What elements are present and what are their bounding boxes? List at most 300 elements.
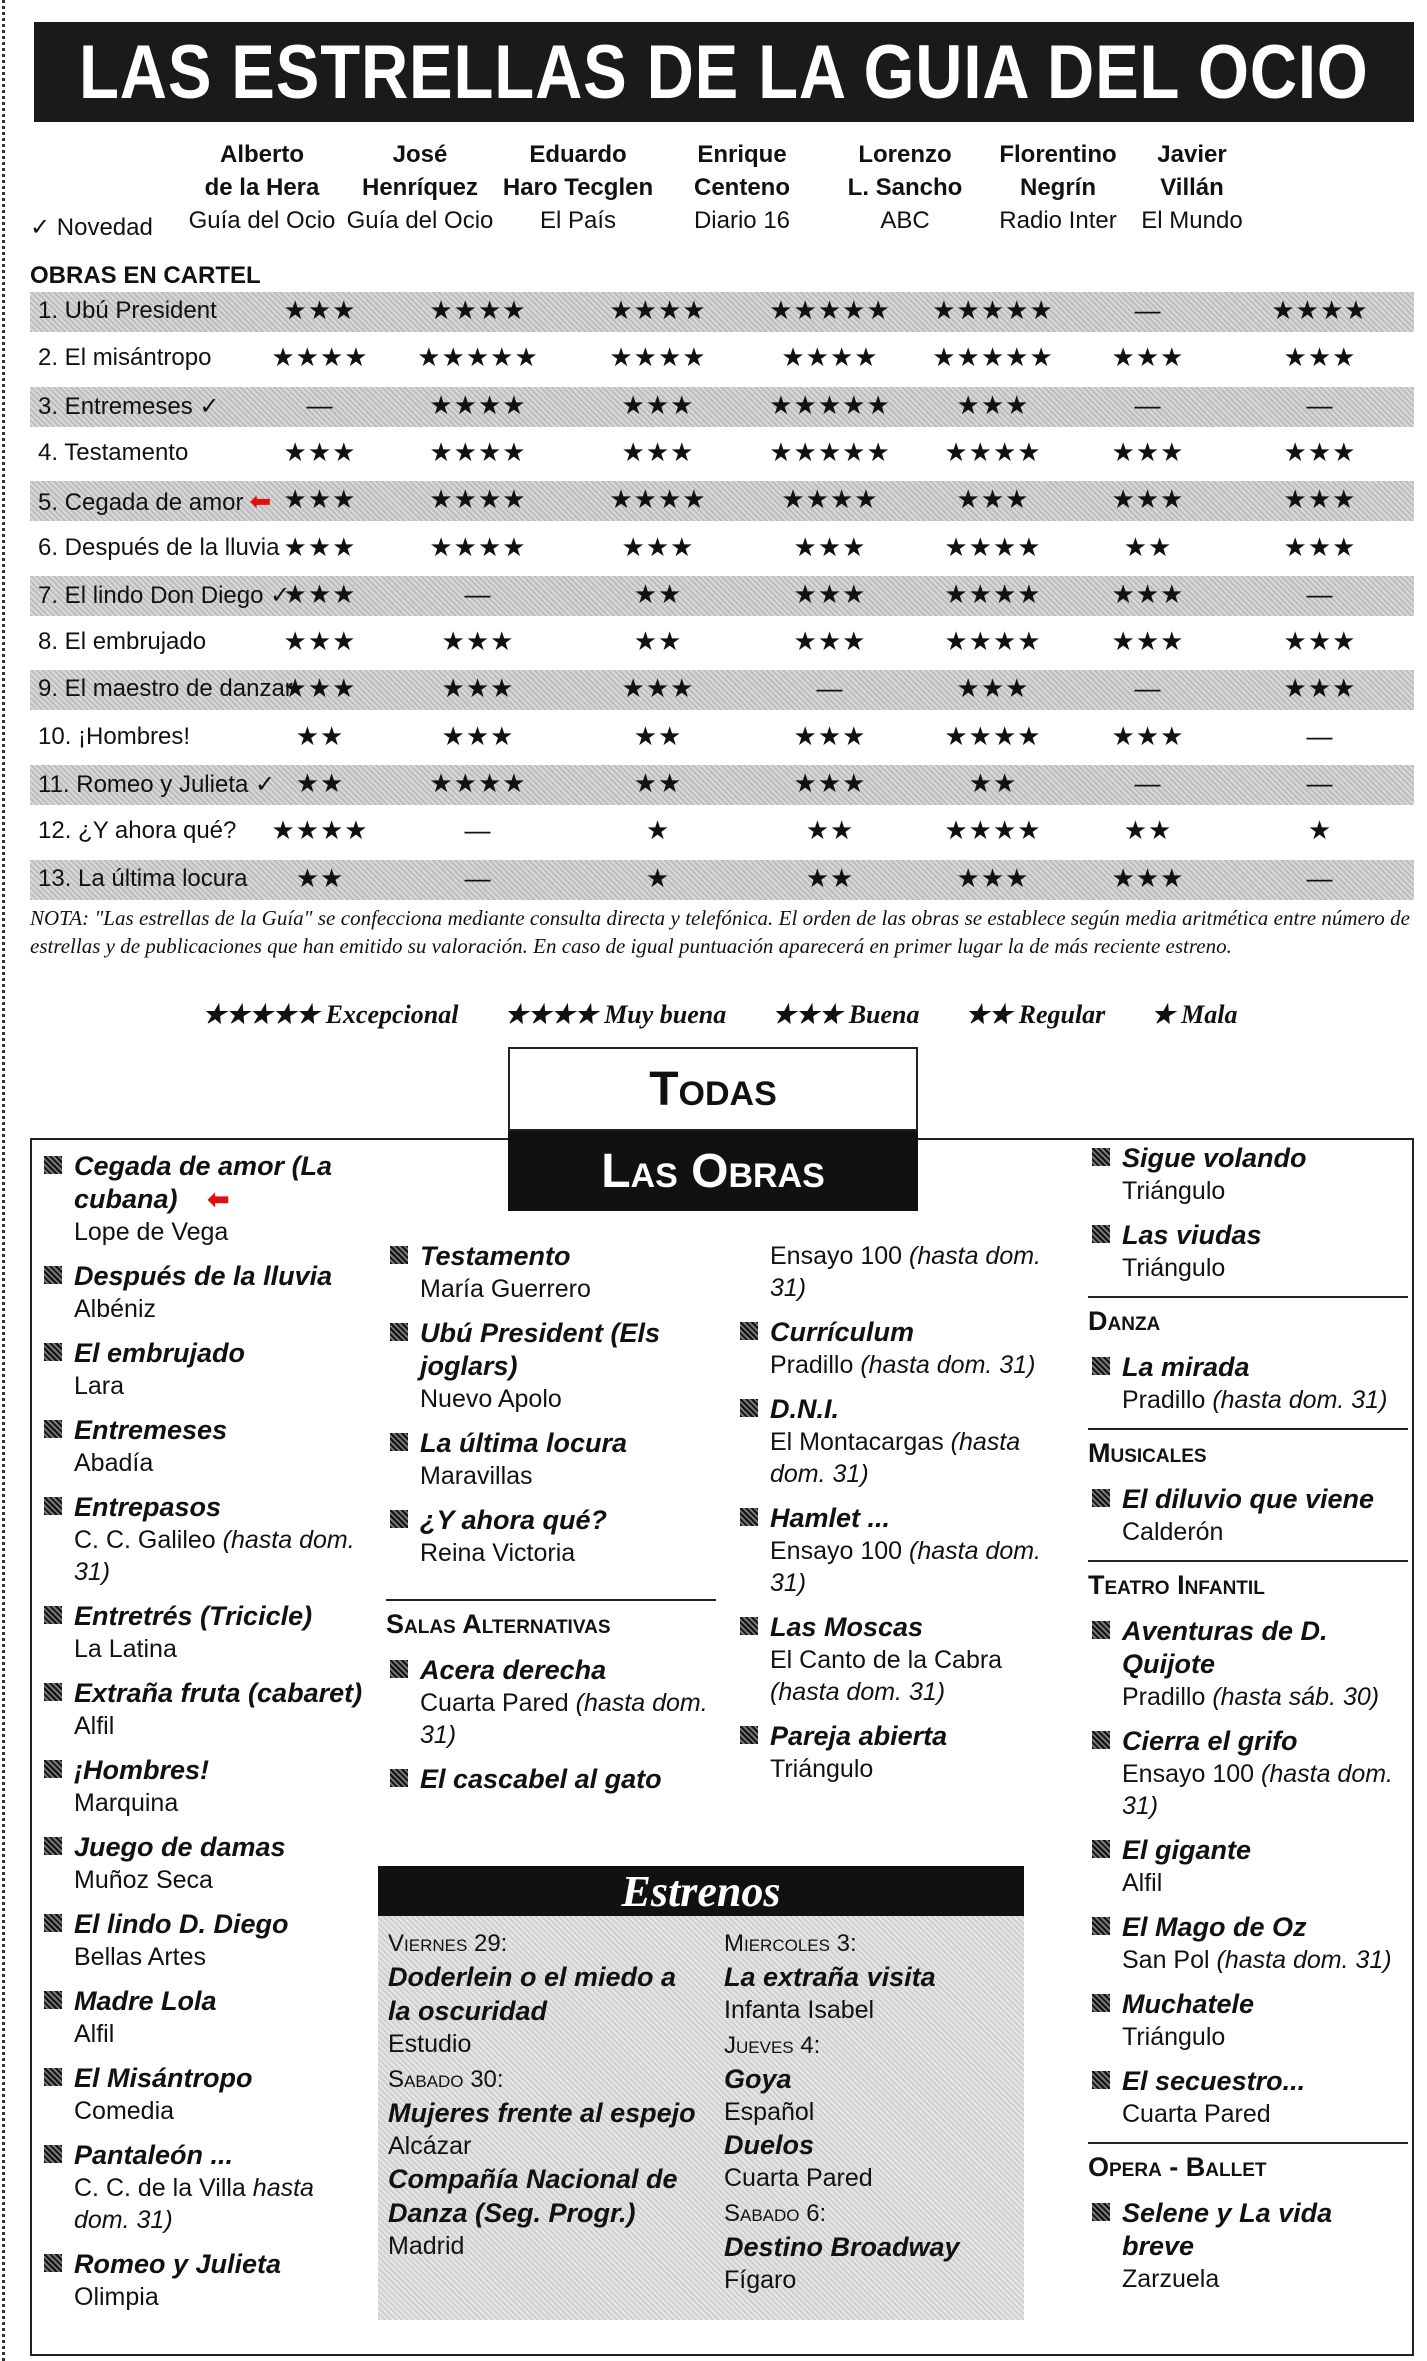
todas-heading: Todas (508, 1047, 918, 1131)
play-name: El diluvio que viene (1122, 1484, 1375, 1514)
venue (770, 1349, 1046, 1381)
rating-cell: ★★ (1123, 815, 1173, 846)
venue-name: Triángulo (770, 1755, 874, 1783)
page-edge-dots (2, 0, 5, 2361)
list-item (386, 1763, 716, 1796)
list-item (40, 1908, 370, 1973)
estrenos-heading: Estrenos (378, 1866, 1024, 1916)
rating-cell: ★ (645, 815, 671, 846)
square-bullet-icon (44, 1991, 62, 2009)
critic-header (652, 138, 832, 237)
square-bullet-icon (1092, 1621, 1110, 1639)
list-item (736, 1611, 1046, 1708)
rating-cell: ★★★★ (429, 389, 527, 420)
estreno-day: Jueves 4: (724, 2032, 821, 2059)
square-bullet-icon (44, 1837, 62, 1855)
play-title: 1. Ubú President (38, 297, 217, 324)
venue-name: C. C. de la Villa (74, 2174, 253, 2202)
play-name: Entretrés (Tricicle) (74, 1601, 313, 1631)
table-row (30, 481, 1414, 521)
estreno-title: Duelos (724, 2130, 815, 2160)
play-name: Ubú President (Els joglars) (420, 1318, 661, 1381)
listings-column-2 (386, 1240, 716, 1808)
rating-cell: — (1306, 768, 1334, 798)
rating-cell: ★★ (633, 720, 683, 751)
rating-cell: ★★★★★ (769, 295, 891, 325)
critic-publication: Radio Inter (999, 207, 1117, 234)
play-name: Juego de damas (74, 1832, 286, 1862)
rating-cell: ★★★ (793, 626, 867, 657)
run-note: (hasta sáb. 30) (1212, 1683, 1380, 1711)
square-bullet-icon (44, 2068, 62, 2086)
venue (420, 1460, 716, 1492)
play-name: ¿Y ahora qué? (420, 1505, 608, 1535)
venue-name: Alfil (74, 2020, 115, 2048)
venue-name: Pradillo (1122, 1683, 1213, 1711)
venue (420, 1537, 716, 1569)
red-arrow-icon: ⬅ (249, 486, 272, 517)
list-item (1088, 1615, 1408, 1713)
legend-item: ★★ Regular (965, 1000, 1106, 1029)
venue (1122, 1681, 1408, 1713)
square-bullet-icon (44, 1156, 62, 1174)
rating-cell: ★★★★ (271, 815, 369, 846)
square-bullet-icon (740, 1508, 758, 1526)
rating-cell: ★★★ (1111, 720, 1185, 751)
rating-cell: ★★★ (283, 295, 357, 325)
critic-name: Florentino (999, 141, 1117, 168)
rating-cell: ★★★★ (429, 436, 527, 467)
rating-cell: — (1306, 720, 1334, 751)
run-note: (hasta dom. 31) (770, 1678, 946, 1706)
play-name: Muchatele (1122, 1989, 1255, 2019)
rating-cell: ★★ (1123, 531, 1173, 562)
rating-cell: ★★ (633, 626, 683, 657)
square-bullet-icon (44, 1420, 62, 1438)
critic-header (330, 138, 510, 237)
list-item (40, 1491, 370, 1588)
estreno-title: Mujeres frente al espejo (388, 2098, 696, 2128)
run-note: (hasta dom. 31) (860, 1351, 1036, 1379)
critic-header (1102, 138, 1282, 237)
play-name: Pantaleón ... (74, 2140, 234, 2170)
rating-cell: ★★★ (956, 862, 1030, 893)
venue-name: Zarzuela (1122, 2265, 1220, 2293)
rating-cell: ★★★ (621, 673, 695, 704)
venue (74, 1941, 370, 1973)
venue-name: Triángulo (1122, 1254, 1226, 1282)
play-name: Testamento (420, 1241, 571, 1271)
play-name: La mirada (1122, 1352, 1250, 1382)
list-item (40, 1150, 370, 1248)
venue-name: C. C. Galileo (74, 1526, 223, 1554)
rating-cell: ★★★★ (781, 342, 879, 373)
venue (1122, 1944, 1408, 1976)
table-row (30, 529, 1414, 569)
venue-name: Lope de Vega (74, 1218, 229, 1246)
estreno-venue: Alcázar (388, 2132, 472, 2160)
square-bullet-icon (1092, 1357, 1110, 1375)
list-item (40, 1831, 370, 1896)
play-name: El Mago de Oz (1122, 1912, 1307, 1942)
venue-name: Triángulo (1122, 1177, 1226, 1205)
venue-name: Olimpia (74, 2283, 159, 2311)
estrenos-box (378, 1916, 1024, 2320)
venue (1122, 2098, 1408, 2130)
rating-cell: ★★★ (793, 578, 867, 609)
rating-cell: ★★★★ (429, 484, 527, 515)
salas-heading: Salas Alternativas (386, 1599, 716, 1640)
list-item (40, 1260, 370, 1325)
rating-cell: ★★★ (283, 484, 357, 515)
rating-cell: ★★★★ (781, 484, 879, 515)
banner-title: LAS ESTRELLAS DE LA GUIA DEL OCIO (79, 29, 1369, 115)
rating-cell: ★★★★ (944, 436, 1042, 467)
venue-name: Albéniz (74, 1295, 156, 1323)
square-bullet-icon (44, 2145, 62, 2163)
critic-publication: Guía del Ocio (346, 207, 494, 234)
rating-cell: — (464, 578, 492, 609)
venue (74, 2095, 370, 2127)
play-name: Hamlet ... (770, 1503, 891, 1533)
square-bullet-icon (44, 1497, 62, 1515)
las-obras-heading: Las Obras (508, 1131, 918, 1211)
play-name: Entremeses (74, 1415, 228, 1445)
run-note: (hasta dom. 31) (74, 1526, 355, 1586)
play-name: ¡Hombres! (74, 1755, 210, 1785)
musicales-heading: Musicales (1088, 1428, 1408, 1469)
venue (770, 1535, 1046, 1599)
critic-header (172, 138, 352, 237)
rating-cell: ★★ (968, 768, 1018, 798)
table-row (30, 860, 1414, 900)
list-item (1088, 1351, 1408, 1416)
rating-cell: ★★★★★ (769, 389, 891, 420)
rating-cell: ★★★ (283, 673, 357, 704)
rating-cell: ★★★ (1283, 342, 1357, 373)
rating-cell: ★★★ (1283, 626, 1357, 657)
play-title: 9. El maestro de danzar (38, 675, 293, 703)
rating-cell: ★★ (295, 720, 345, 751)
legend-item: ★★★ Buena (772, 1000, 920, 1029)
venue (770, 1426, 1046, 1490)
square-bullet-icon (1092, 1994, 1110, 2012)
rating-cell: ★★★ (1111, 578, 1185, 609)
venue (74, 1710, 370, 1742)
square-bullet-icon (740, 1617, 758, 1635)
list-item (386, 1317, 716, 1415)
danza-heading: Danza (1088, 1296, 1408, 1337)
play-title: 11. Romeo y Julieta ✓ (38, 771, 276, 798)
rating-cell: — (1306, 862, 1334, 893)
estreno-title: Goya (724, 2064, 792, 2094)
square-bullet-icon (44, 1914, 62, 1932)
venue (74, 1447, 370, 1479)
rating-cell: ★★ (633, 578, 683, 609)
venue-name: Cuarta Pared (420, 1689, 576, 1717)
square-bullet-icon (1092, 2071, 1110, 2089)
rating-cell: ★★★★ (944, 531, 1042, 562)
list-item (1088, 1142, 1408, 1207)
critic-header (488, 138, 668, 237)
critic-publication: Guía del Ocio (188, 207, 336, 234)
critic-surname: de la Hera (204, 174, 320, 201)
list-item (40, 1985, 370, 2050)
legend-item: ★★★★★ Excepcional (202, 1000, 459, 1029)
critic-publication: ABC (880, 207, 930, 234)
critic-surname: L. Sancho (847, 174, 963, 201)
rating-cell: ★★★ (1283, 673, 1357, 704)
rating-cell: ★★★ (1111, 342, 1185, 373)
play-name: Las Moscas (770, 1612, 924, 1642)
critic-publication: El País (539, 207, 617, 234)
play-title: 5. Cegada de amor ⬅ (38, 486, 272, 517)
square-bullet-icon (1092, 1840, 1110, 1858)
square-bullet-icon (390, 1660, 408, 1678)
rating-cell: ★★★★ (429, 295, 527, 325)
rating-cell: ★★ (805, 862, 855, 893)
critic-name: Alberto (220, 141, 304, 168)
play-name: Cegada de amor (La cubana) ⬅ (74, 1151, 333, 1214)
rating-cell: ★★★★★ (769, 436, 891, 467)
banner (34, 22, 1414, 122)
venue-name: Alfil (1122, 1869, 1163, 1897)
venue-name: Alfil (74, 1712, 115, 1740)
play-name: El Misántropo (74, 2063, 253, 2093)
listings-column-1 (40, 1150, 370, 2325)
rating-cell: ★★ (295, 862, 345, 893)
square-bullet-icon (390, 1510, 408, 1528)
table-row (30, 387, 1414, 427)
critic-name: José (392, 141, 448, 168)
rating-cell: ★★★★ (429, 768, 527, 798)
square-bullet-icon (1092, 1148, 1110, 1166)
table-row (30, 718, 1414, 758)
rating-cell: — (1134, 673, 1162, 704)
venue-name: Cuarta Pared (1122, 2100, 1271, 2128)
estreno-venue: Madrid (388, 2232, 465, 2260)
list-item (386, 1240, 716, 1305)
square-bullet-icon (44, 1606, 62, 1624)
rating-cell: ★★ (805, 815, 855, 846)
rating-cell: ★★★★ (609, 295, 707, 325)
rating-cell: ★★★ (1111, 436, 1185, 467)
venue-name: María Guerrero (420, 1275, 591, 1303)
square-bullet-icon (44, 1266, 62, 1284)
rating-cell: ★★★ (1111, 626, 1185, 657)
rating-cell: ★★★ (621, 436, 695, 467)
venue (1122, 1384, 1408, 1416)
estreno-title: Doderlein o el miedo a la oscuridad (388, 1962, 677, 2026)
rating-cell: ★★ (295, 768, 345, 798)
venue-name: Comedia (74, 2097, 175, 2125)
table-row (30, 670, 1414, 710)
rating-cell: ★★★ (1111, 862, 1185, 893)
rating-cell: ★★★ (793, 720, 867, 751)
play-name: El embrujado (74, 1338, 246, 1368)
venue (74, 1864, 370, 1896)
play-name: Entrepasos (74, 1492, 222, 1522)
play-title: 3. Entremeses ✓ (38, 392, 220, 420)
venue-name: El Montacargas (770, 1428, 951, 1456)
play-name: Después de la lluvia (74, 1261, 333, 1291)
venue-name: Marquina (74, 1789, 179, 1817)
list-item (40, 2248, 370, 2313)
venue (74, 2172, 370, 2236)
list-item (386, 1427, 716, 1492)
critic-surname: Henríquez (361, 174, 478, 201)
rating-cell: ★★★★★ (417, 342, 539, 373)
venue (74, 2018, 370, 2050)
rating-cell: — (464, 862, 492, 893)
red-arrow-icon: ⬅ (207, 1184, 230, 1214)
rating-cell: — (1134, 295, 1162, 325)
list-item (736, 1393, 1046, 1490)
rating-cell: ★★★ (956, 673, 1030, 704)
venue-name: Ensayo 100 (770, 1537, 909, 1565)
rating-cell: ★★★ (956, 484, 1030, 515)
critic-surname: Haro Tecglen (502, 174, 654, 201)
rating-cell: ★★★ (621, 531, 695, 562)
venue-name: Calderón (1122, 1518, 1224, 1546)
run-note: (hasta dom. 31) (1122, 1760, 1394, 1820)
estreno-title: Destino Broadway (724, 2232, 960, 2262)
list-item (40, 2062, 370, 2127)
square-bullet-icon (44, 1760, 62, 1778)
list-item (386, 1504, 716, 1569)
list-item (40, 1754, 370, 1819)
venue (770, 1644, 1046, 1708)
estreno-title: Compañía Nacional de Danza (Seg. Progr.) (388, 2164, 678, 2228)
critic-publication: El Mundo (1141, 207, 1243, 234)
square-bullet-icon (1092, 1731, 1110, 1749)
estreno-venue: Estudio (388, 2030, 472, 2058)
play-name: D.N.I. (770, 1394, 840, 1424)
table-row (30, 576, 1414, 616)
list-item (736, 1502, 1046, 1599)
play-name: El secuestro... (1122, 2066, 1306, 2096)
play-title: 12. ¿Y ahora qué? (38, 817, 237, 845)
play-title: 2. El misántropo (38, 344, 212, 372)
venue-name: El Canto de la Cabra (770, 1646, 1003, 1674)
run-note: hasta dom. 31) (74, 2174, 314, 2234)
venue (420, 1383, 716, 1415)
list-item (1088, 1219, 1408, 1284)
list-item (1088, 2065, 1408, 2130)
play-name: Selene y La vida breve (1122, 2198, 1333, 2261)
nota: NOTA: "Las estrellas de la Guía" se confecciona mediante consulta directa y telefónica. El orden de las obras se establece según media aritmética entre número de estrellas y de publicaciones que han emitido su valoración. En caso de igual puntuación aparecerá en primer lugar la de más reciente estreno. (30, 906, 1410, 958)
infantil-heading: Teatro Infantil (1088, 1560, 1408, 1601)
estreno-title: La extraña visita (724, 1962, 936, 1992)
rating-cell: ★★★★ (944, 720, 1042, 751)
critic-surname: Villán (1160, 174, 1224, 201)
continued-venue: Ensayo 100 (hasta dom. 31) (770, 1242, 1042, 1302)
run-note: (hasta dom. 31) (770, 1428, 1021, 1488)
play-title: 6. Después de la lluvia (38, 533, 280, 561)
venue-name: Maravillas (420, 1462, 533, 1490)
play-title: 4. Testamento (38, 438, 189, 466)
venue (74, 1787, 370, 1819)
rating-cell: ★★★ (621, 389, 695, 420)
square-bullet-icon (740, 1399, 758, 1417)
venue-name: Triángulo (1122, 2023, 1226, 2051)
rating-cell: ★★★ (1283, 531, 1357, 562)
square-bullet-icon (1092, 1225, 1110, 1243)
venue-name: Lara (74, 1372, 125, 1400)
play-name: Las viudas (1122, 1220, 1262, 1250)
play-name: Romeo y Julieta (74, 2249, 282, 2279)
estreno-venue: Infanta Isabel (724, 1996, 875, 2024)
critic-surname: Negrín (1019, 174, 1096, 201)
square-bullet-icon (390, 1246, 408, 1264)
rating-cell: ★★★ (956, 389, 1030, 420)
rating-cell: ★★★★★ (932, 342, 1054, 373)
play-name: El gigante (1122, 1835, 1252, 1865)
play-name: Currículum (770, 1317, 915, 1347)
rating-cell: ★★★★ (1271, 295, 1369, 325)
rating-cell: — (306, 389, 334, 420)
critic-name: Javier (1157, 141, 1227, 168)
rating-cell: ★★★ (283, 578, 357, 609)
list-item (1088, 1911, 1408, 1976)
square-bullet-icon (44, 1343, 62, 1361)
rating-cell: ★★★★ (609, 342, 707, 373)
venue (770, 1753, 1046, 1785)
square-bullet-icon (740, 1726, 758, 1744)
estreno-day: Sabado 30: (388, 2066, 504, 2093)
rating-cell: ★★★ (441, 626, 515, 657)
table-row (30, 623, 1414, 663)
square-bullet-icon (44, 1683, 62, 1701)
list-item (40, 1677, 370, 1742)
novedad-label: ✓ Novedad (30, 214, 153, 241)
table-row (30, 434, 1414, 474)
play-name: La última locura (420, 1428, 628, 1458)
rating-cell: ★ (645, 862, 671, 893)
rating-cell: ★★ (633, 768, 683, 798)
list-item (1088, 1483, 1408, 1548)
play-title: 8. El embrujado (38, 628, 207, 656)
list-item (40, 1600, 370, 1665)
venue-name: Pradillo (1122, 1386, 1213, 1414)
estreno-day: Miercoles 3: (724, 1930, 857, 1957)
square-bullet-icon (390, 1433, 408, 1451)
rating-cell: ★★★ (441, 673, 515, 704)
venue (74, 2281, 370, 2313)
play-name: Acera derecha (420, 1655, 607, 1685)
venue (74, 1216, 370, 1248)
venue (1122, 1867, 1408, 1899)
rating-cell: ★★★★★ (932, 295, 1054, 325)
venue (74, 1524, 370, 1588)
venue (1122, 1516, 1408, 1548)
run-note: (hasta dom. 31) (1216, 1946, 1392, 1974)
venue (1122, 2021, 1408, 2053)
rating-cell: ★ (1307, 815, 1333, 846)
rating-cell: ★★★ (793, 531, 867, 562)
venue-name: La Latina (74, 1635, 177, 1663)
play-name: El lindo D. Diego (74, 1909, 289, 1939)
listings-column-3 (736, 1240, 1046, 1797)
venue-name: Nuevo Apolo (420, 1385, 562, 1413)
estreno-venue: Español (724, 2098, 815, 2126)
venue (1122, 1252, 1408, 1284)
rating-cell: ★★★★ (271, 342, 369, 373)
venue (420, 1687, 716, 1751)
table-row (30, 339, 1414, 379)
play-title: 10. ¡Hombres! (38, 722, 191, 750)
run-note: (hasta dom. 31) (420, 1689, 708, 1749)
